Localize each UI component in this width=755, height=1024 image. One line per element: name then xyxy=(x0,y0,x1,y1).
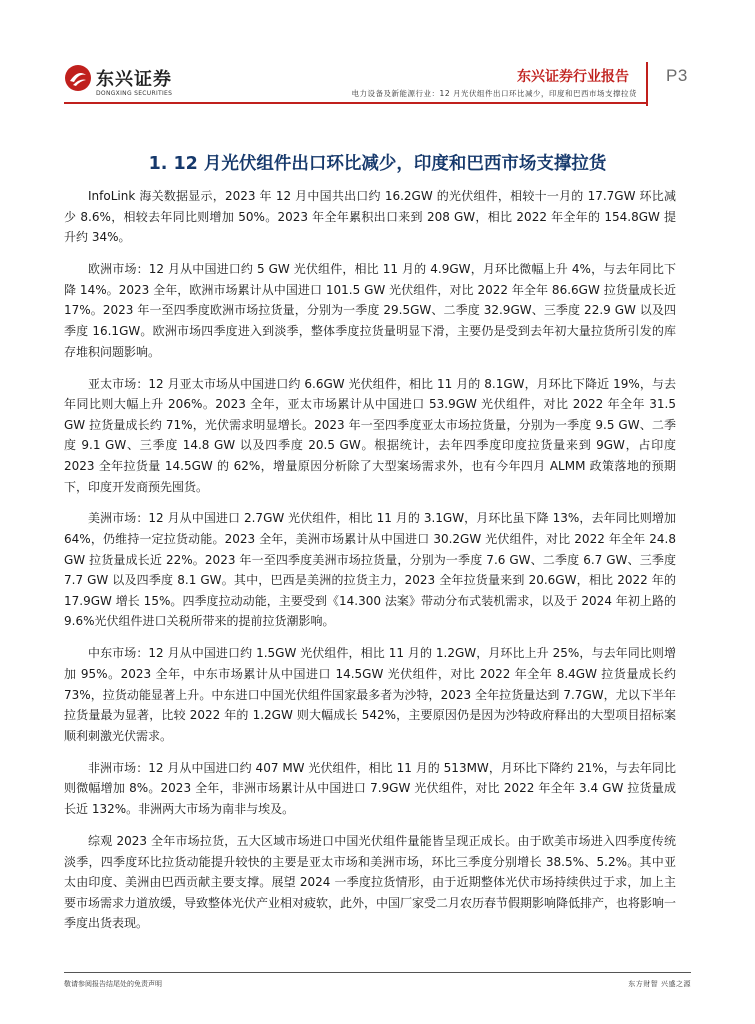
logo-mark-icon xyxy=(64,64,92,92)
section-title: 1. 12 月光伏组件出口环比减少，印度和巴西市场支撑拉货 xyxy=(148,154,607,174)
report-subtitle: 电力设备及新能源行业：12 月光伏组件出口环比减少，印度和巴西市场支撑拉货 xyxy=(351,89,637,98)
footer-slogan: 东方财智 兴盛之源 xyxy=(628,980,691,988)
body-text xyxy=(64,186,676,945)
header-divider xyxy=(646,62,648,106)
header-rule xyxy=(64,102,646,104)
paragraph-middle-east: 中东市场：12 月从中国进口约 1.5GW 光伏组件，相比 11 月的 1.2GW，月环比上升 25%，与去年同比则增加 95%。2023 全年，中东市场累计从中国进口 14.5GW 光伏组件，对比 2022 年全年 8.4GW 拉货量成长约 73%，拉货动能显著上升。中东进口中国光伏组件国家最多者为沙特，2023 全年拉货量达到 7.7GW，尤以下半年拉货量最为显著，比较 2022 年的 1.2GW 则大幅成长 542%，主要原因仍是因为沙特政府释出的大型项目招标案顺利刺激光伏需求。 xyxy=(64,646,676,743)
report-title: 东兴证券行业报告 xyxy=(517,69,629,85)
logo-en-text: DONGXING SECURITIES xyxy=(96,90,173,97)
footer-disclaimer: 敬请参阅报告结尾处的免责声明 xyxy=(64,980,162,988)
paragraph-overview: InfoLink 海关数据显示，2023 年 12 月中国共出口约 16.2GW 的光伏组件，相较十一月的 17.7GW 环比减少 8.6%，相较去年同比则增加 50%。2023 年全年累积出口来到 208 GW，相比 2022 年全年的 154.8GW 提升约 34%。 xyxy=(64,189,676,245)
logo-cn-text: 东兴证券 xyxy=(96,69,172,90)
paragraph-asia-pacific: 亚太市场：12 月亚太市场从中国进口约 6.6GW 光伏组件，相比 11 月的 8.1GW，月环比下降近 19%，与去年同比则大幅上升 206%。2023 全年，亚太市场累计从中国进口 53.9GW 光伏组件，对比 2022 年全年 31.5 GW 拉货量成长约 71%，光伏需求明显增长。2023 年一至四季度亚太市场拉货量，分别为一季度 9.5 GW、二季度 9.1 GW、三季度 14.8 GW 以及四季度 20.5 GW。根据统计，去年四季度印度拉货量来到 9GW，占印度 2023 全年拉货量 14.5GW 的 62%，增量原因分析除了大型案场需求外，也有今年四月 ALMM 政策落地的预期下，印度开发商预先囤货。 xyxy=(64,376,676,494)
paragraph-africa: 非洲市场：12 月从中国进口约 407 MW 光伏组件，相比 11 月的 513MW，月环比下降约 21%，与去年同比则微幅增加 8%。2023 全年，非洲市场累计从中国进口 7.9GW 光伏组件，对比 2022 年全年 3.4 GW 拉货量成长近 132%。非洲两大市场为南非与埃及。 xyxy=(64,760,676,816)
footer-rule xyxy=(64,972,691,973)
page-number: P3 xyxy=(666,66,688,85)
paragraph-summary: 综观 2023 全年市场拉货，五大区域市场进口中国光伏组件量能皆呈现正成长。由于欧美市场进入四季度传统淡季，四季度环比拉货动能提升较快的主要是亚太市场和美洲市场，环比三季度分别增长 38.5%、5.2%。其中亚太由印度、美洲由巴西贡献主要支撑。展望 2024 一季度拉货情形，由于近期整体光伏市场持续供过于求，加上主要市场需求力道放缓，导致整体光伏产业相对疲软，此外，中国厂家受二月农历春节假期影响降低排产，也将影响一季度出货表现。 xyxy=(64,833,677,931)
company-logo xyxy=(64,64,184,104)
paragraph-americas: 美洲市场：12 月从中国进口 2.7GW 光伏组件，相比 11 月的 3.1GW，月环比虽下降 13%，去年同比则增加 64%，仍维持一定拉货动能。2023 全年，美洲市场累计从中国进口 30.2GW 光伏组件，对比 2022 年全年 24.8 GW 拉货量成长近 22%。2023 年一至四季度美洲市场拉货量，分别为一季度 7.6 GW、二季度 6.7 GW、三季度 7.7 GW 以及四季度 8.1 GW。其中，巴西是美洲的拉货主力，2023 全年拉货量来到 20.6GW，相比 2022 年的 17.9GW 增长 15%。四季度拉动动能，主要受到《14.300 法案》带动分布式装机需求，以及于 2024 年初上路的 9.6%光伏组件进口关税所带来的提前拉货潮影响。 xyxy=(64,511,676,629)
paragraph-europe: 欧洲市场：12 月从中国进口约 5 GW 光伏组件，相比 11 月的 4.9GW，月环比微幅上升 4%，与去年同比下降 14%。2023 全年，欧洲市场累计从中国进口 101.5 GW 光伏组件，对比 2022 年全年 86.6GW 拉货量成长近 17%。2023 年一至四季度欧洲市场拉货量，分别为一季度 29.5GW、二季度 32.9GW、三季度 22.9 GW 以及四季度 16.1GW。欧洲市场四季度进入到淡季，整体季度拉货量明显下滑，主要仍是受到去年初大量拉货所引发的库存堆积问题影响。 xyxy=(64,262,676,359)
page-header xyxy=(0,0,755,110)
